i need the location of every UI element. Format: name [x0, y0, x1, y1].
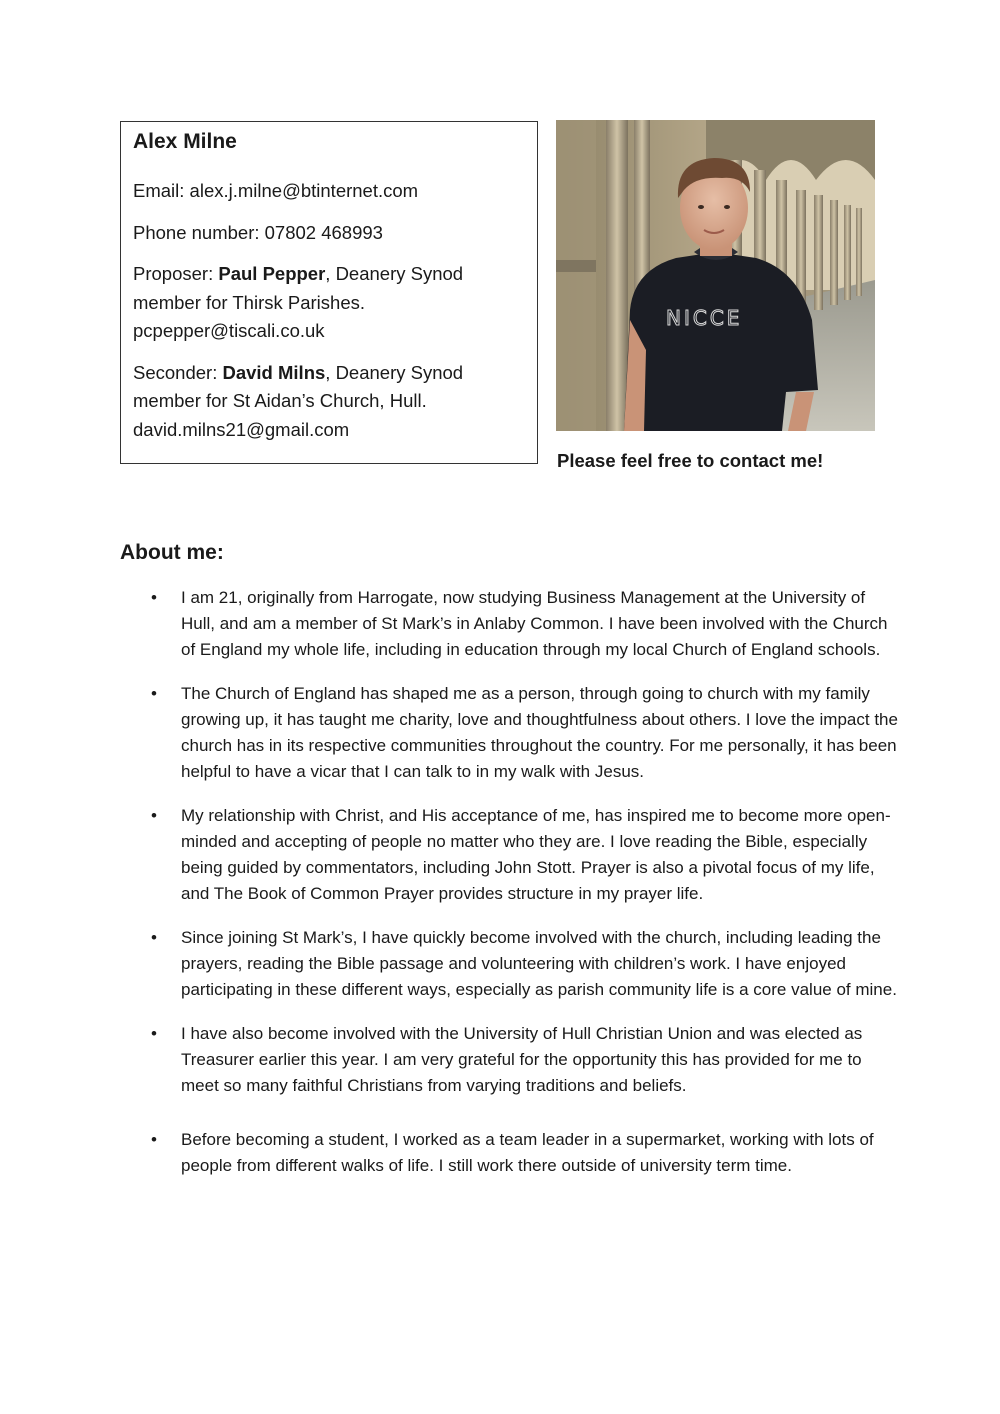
- list-item: [151, 585, 901, 663]
- shirt-text: NICCE: [666, 306, 743, 330]
- list-item: [151, 681, 901, 785]
- seconder-prefix: Seconder:: [133, 361, 223, 383]
- proposer-block: [133, 260, 525, 346]
- proposer-email: pcpepper@tiscali.co.uk: [133, 320, 325, 341]
- proposer-role: , Deanery Synod: [325, 263, 464, 284]
- bullet-icon: •: [151, 588, 157, 607]
- contact-caption: Please feel free to contact me!: [557, 450, 824, 471]
- seconder-role: , Deanery Synod: [325, 361, 464, 383]
- about-list: [151, 585, 901, 1197]
- list-item-text: I am 21, originally from Harrogate, now studying Business Management at the University of Hull, and am a member of St Mark’s in Anlaby Common. I have been involved with the Church of England my whole life, including in education through my local Church of England schools.: [181, 588, 888, 659]
- seconder-name: David Milns: [222, 361, 326, 383]
- seconder-email: david.milns21@gmail.com: [133, 418, 350, 440]
- list-item: [151, 1127, 901, 1179]
- bullet-icon: •: [151, 806, 157, 825]
- seconder-block: [133, 359, 525, 445]
- bullet-icon: •: [151, 1130, 157, 1149]
- list-item-text: Since joining St Mark’s, I have quickly become involved with the church, including leading the prayers, reading the Bible passage and volunteering with children’s work. I have enjoyed participating in these different ways, especially as parish community life is a core value of mine.: [181, 928, 897, 999]
- list-item: [151, 803, 901, 907]
- about-heading: About me:: [120, 541, 224, 564]
- bullet-icon: •: [151, 1024, 157, 1043]
- contact-box: [120, 121, 538, 464]
- seconder-parish: member for St Aidan’s Church, Hull.: [133, 390, 427, 411]
- list-item-text: I have also become involved with the University of Hull Christian Union and was elected as Treasurer earlier this year. I am very grateful for the opportunity this has provided for me to meet so many faithful Christians from varying traditions and beliefs.: [181, 1024, 863, 1095]
- proposer-prefix: Proposer:: [133, 263, 219, 284]
- candidate-name: Alex Milne: [133, 130, 237, 153]
- email-line: Email: alex.j.milne@btinternet.com: [133, 180, 419, 201]
- list-item-text: My relationship with Christ, and His acceptance of me, has inspired me to become more open-minded and accepting of people no matter who they are. I love reading the Bible, especially being guided by commentators, including John Stott. Prayer is also a pivotal focus of my life, and The Book of Common Prayer provides structure in my prayer life.: [181, 806, 891, 903]
- candidate-photo: [556, 120, 875, 431]
- phone-line: Phone number: 07802 468993: [133, 221, 383, 243]
- list-item-text: Before becoming a student, I worked as a team leader in a supermarket, working with lots of people from different walks of life. I still work there outside of university term time.: [181, 1130, 874, 1175]
- list-item: [151, 925, 901, 1003]
- proposer-parish: member for Thirsk Parishes.: [133, 291, 365, 313]
- bullet-icon: •: [151, 928, 157, 947]
- list-item: [151, 1021, 901, 1099]
- list-item-text: The Church of England has shaped me as a person, through going to church with my family growing up, it has taught me charity, love and thoughtfulness about others. I love the impact the church has in its respective communities throughout the country. For me personally, it has been helpful to have a vicar that I can talk to in my walk with Jesus.: [181, 684, 898, 781]
- bullet-icon: •: [151, 684, 157, 703]
- proposer-name: Paul Pepper: [218, 263, 326, 284]
